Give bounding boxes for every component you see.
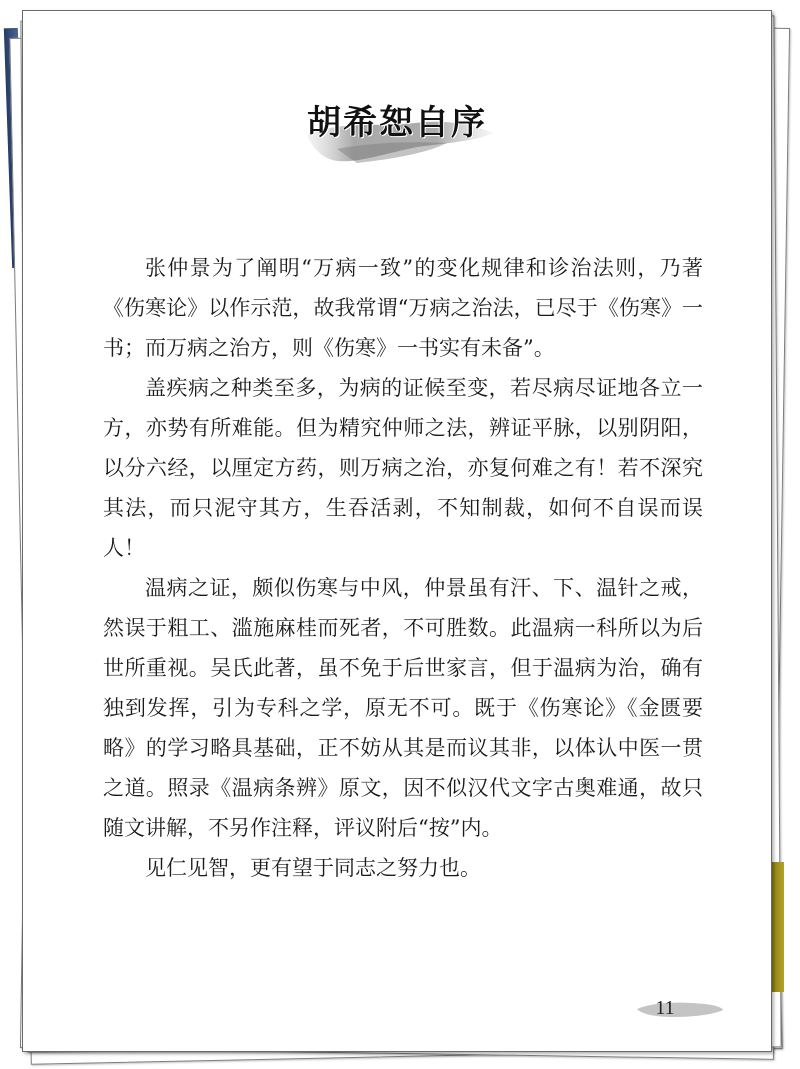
page-number: 11	[655, 997, 675, 1019]
document-page	[22, 10, 772, 1052]
paragraph: 张仲景为了阐明“万病一致”的变化规律和诊治法则，乃著《伤寒论》以作示范，故我常谓“万病之治法，已尽于《伤寒》一书；而万病之治方，则《伤寒》一书实有未备”。	[103, 256, 703, 360]
paragraph: 盖疾病之种类至多，为病的证候至变，若尽病尽证地各立一方，亦势有所难能。但为精究仲师之法，辨证平脉，以别阴阳，以分六经，以厘定方药，则万病之治，亦复何难之有！若不深究其法，而只泥守其方，生吞活剥，不知制裁，如何不自误而误人！	[103, 376, 703, 560]
page-number-block	[635, 995, 725, 1023]
title-block	[297, 83, 497, 173]
book-edge-olive	[772, 862, 784, 992]
page-title: 胡希恕自序	[307, 103, 487, 143]
preface-body	[103, 248, 703, 888]
paragraph: 见仁见智，更有望于同志之努力也。	[145, 856, 481, 880]
paragraph: 温病之证，颇似伤寒与中风，仲景虽有汗、下、温针之戒，然误于粗工、滥施麻桂而死者，不可胜数。此温病一科所以为后世所重视。吴氏此著，虽不免于后世家言，但于温病为治，确有独到发挥，引为专科之学，原无不可。既于《伤寒论》《金匮要略》的学习略具基础，正不妨从其是而议其非，以体认中医一贯之道。照录《温病条辨》原文，因不似汉代文字古奥难通，故只随文讲解，不另作注释，评议附后“按”内。	[103, 576, 703, 840]
